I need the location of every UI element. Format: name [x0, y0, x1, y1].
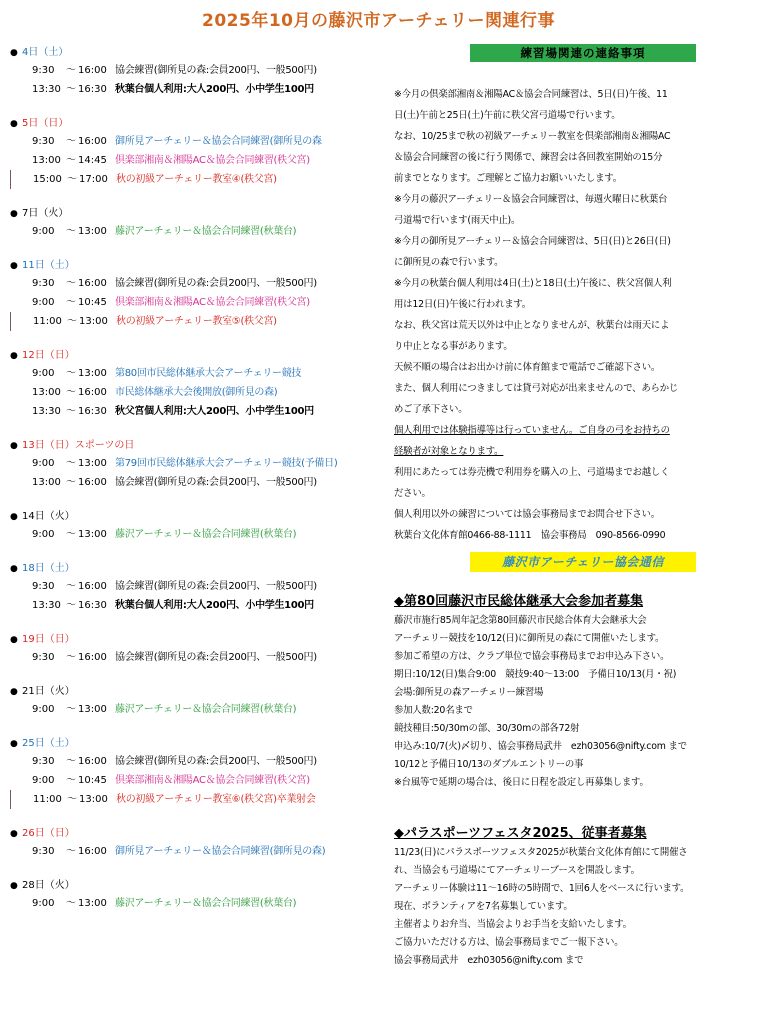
event-row [10, 894, 388, 913]
day-header [10, 508, 388, 525]
day-weekday: （火） [44, 880, 75, 891]
event-end: 13:00 [79, 794, 108, 805]
day-date: 14日 [22, 511, 45, 522]
event-row [10, 80, 388, 99]
event-start: 13:00 [32, 155, 61, 166]
event-text: 第79回市民総体継承大会アーチェリー競技(予備日) [115, 458, 338, 469]
event-row [10, 525, 388, 544]
event-end: 13:00 [79, 316, 108, 327]
event-text: 藤沢アーチェリー＆協会合同練習(秋葉台) [115, 529, 297, 540]
section-line: 会場:御所見の森アーチェリー練習場 [394, 687, 544, 698]
day-header [10, 560, 388, 577]
event-end: 13:00 [78, 226, 107, 237]
schedule-day [10, 683, 388, 719]
tilde-separator: ～ [66, 756, 76, 767]
event-row [10, 151, 388, 170]
day-header [10, 631, 388, 648]
tilde-separator: ～ [67, 316, 77, 327]
section-recruitment [394, 592, 749, 792]
section-line: 参加人数:20名まで [394, 705, 473, 716]
day-header [10, 257, 388, 274]
day-header [10, 877, 388, 894]
event-end: 16:00 [78, 756, 107, 767]
tilde-separator: ～ [66, 226, 76, 237]
notice-line: なお、秩父宮は荒天以外は中止となりませんが、秋葉台は雨天によ [394, 320, 670, 331]
tilde-separator: ～ [66, 84, 76, 95]
event-text: 倶楽部湘南＆湘陽AC＆協会合同練習(秩父宮) [115, 297, 310, 308]
section-line: 期日:10/12(日)集合9:00 競技9:40～13:00 予備日10/13(月・祝) [394, 669, 677, 680]
section-line: 現在、ボランティアを7名募集しています。 [394, 901, 573, 912]
notice-line: 利用にあたっては券売機で利用券を購入の上、弓道場までお越しく [394, 467, 670, 478]
event-text: 協会練習(御所見の森:会員200円、一般500円) [115, 477, 317, 488]
event-row [10, 842, 388, 861]
bullet-icon: ● [10, 119, 18, 129]
event-end: 17:00 [79, 174, 108, 185]
day-header [10, 683, 388, 700]
schedule-day [10, 257, 388, 331]
event-start: 9:00 [32, 368, 55, 379]
section-heading: ◆パラスポーツフェスタ2025、従事者募集 [394, 826, 647, 841]
event-end: 13:00 [78, 898, 107, 909]
event-row [10, 648, 388, 667]
section-line: 申込み:10/7(火)〆切り、協会事務局武井 ezh03056@nifty.com まで [394, 741, 687, 752]
section-heading: ◆第80回藤沢市民総体継承大会参加者募集 [394, 594, 644, 609]
event-row [10, 222, 388, 241]
tilde-separator: ～ [67, 794, 77, 805]
notice-line: 個人利用では体験指導等は行っていません。ご自身の弓をお持ちの [394, 425, 670, 436]
event-text: 市民総体継承大会後開放(御所見の森) [115, 387, 278, 398]
tilde-separator: ～ [66, 704, 76, 715]
event-end: 10:45 [78, 775, 107, 786]
event-row [10, 293, 388, 312]
day-weekday: （日） [44, 828, 75, 839]
schedule-day [10, 437, 388, 492]
event-text: 倶楽部湘南＆湘陽AC＆協会合同練習(秩父宮) [115, 775, 310, 786]
bullet-icon: ● [10, 441, 18, 451]
tilde-separator: ～ [66, 458, 76, 469]
event-row [10, 700, 388, 719]
section-line: ※台風等で延期の場合は、後日に日程を設定し再募集します。 [394, 777, 649, 788]
event-end: 16:00 [78, 581, 107, 592]
schedule-day [10, 347, 388, 421]
notice-line: ※今月の秋葉台個人利用は4日(土)と18日(土)午後に、秩父宮個人利 [394, 278, 672, 289]
event-start: 9:30 [32, 756, 55, 767]
bullet-icon: ● [10, 829, 18, 839]
tilde-separator: ～ [66, 529, 76, 540]
tilde-separator: ～ [66, 297, 76, 308]
bullet-icon: ● [10, 351, 18, 361]
section-line: 10/12と予備日10/13のダブルエントリーの事 [394, 759, 584, 770]
day-header [10, 825, 388, 842]
notice-line: 前までとなります。ご理解とご協力お願いいたします。 [394, 173, 622, 184]
day-date: 13日 [22, 440, 45, 451]
tilde-separator: ～ [67, 174, 77, 185]
tilde-separator: ～ [66, 775, 76, 786]
event-start: 9:30 [32, 581, 55, 592]
event-start: 15:00 [33, 174, 62, 185]
day-date: 5日 [22, 118, 39, 129]
section-line: 競技種目:50/30mの部、30/30mの部各72射 [394, 723, 580, 734]
event-start: 11:00 [33, 316, 62, 327]
notice-line: 天候不順の場合はお出かけ前に体育館まで電話でご確認下さい。 [394, 362, 661, 373]
schedule-day [10, 735, 388, 809]
event-end: 13:00 [78, 368, 107, 379]
notice-line: 経験者が対象となります。 [394, 446, 504, 457]
schedule-day [10, 560, 388, 615]
event-start: 9:00 [32, 458, 55, 469]
event-row [10, 274, 388, 293]
day-date: 26日 [22, 828, 45, 839]
day-date: 18日 [22, 563, 45, 574]
event-start: 9:30 [32, 278, 55, 289]
day-date: 11日 [22, 260, 45, 271]
tilde-separator: ～ [66, 652, 76, 663]
event-text: 御所見アーチェリー＆協会合同練習(御所見の森) [115, 846, 326, 857]
event-text: 藤沢アーチェリー＆協会合同練習(秋葉台) [115, 226, 297, 237]
schedule-column [10, 44, 388, 929]
tilde-separator: ～ [66, 406, 76, 417]
event-row [10, 383, 388, 402]
tilde-separator: ～ [66, 136, 76, 147]
schedule-day [10, 205, 388, 241]
event-start: 9:00 [32, 775, 55, 786]
event-end: 14:45 [78, 155, 107, 166]
schedule-day [10, 877, 388, 913]
tilde-separator: ～ [66, 581, 76, 592]
day-weekday: （火） [44, 686, 75, 697]
notice-line: ※今月の倶楽部湘南＆湘陽AC＆協会合同練習は、5日(日)午後、11 [394, 89, 668, 100]
tilde-separator: ～ [66, 387, 76, 398]
section-line: 参加ご希望の方は、クラブ単位で協会事務局までお申込み下さい。 [394, 651, 670, 662]
event-row [10, 312, 388, 331]
event-text: 秋の初級アーチェリー教室⑤(秩父宮) [116, 316, 277, 327]
day-weekday: （土） [44, 260, 75, 271]
event-start: 9:00 [32, 529, 55, 540]
day-date: 7日 [22, 208, 39, 219]
event-row [10, 596, 388, 615]
tilde-separator: ～ [66, 600, 76, 611]
event-start: 9:00 [32, 704, 55, 715]
section-line: 藤沢市施行85周年記念第80回藤沢市民総合体育大会継承大会 [394, 615, 647, 626]
day-weekday: （土） [44, 738, 75, 749]
notice-line: 秋葉台文化体育館0466-88-1111 協会事務局 090-8566-0990 [394, 530, 666, 541]
notice-line: めご了承下さい。 [394, 404, 468, 415]
event-end: 16:30 [78, 600, 107, 611]
day-holiday: スポーツの日 [74, 440, 135, 451]
section-line: 11/23(日)にパラスポーツフェスタ2025が秋葉台文化体育館にて開催さ [394, 847, 688, 858]
event-end: 13:00 [78, 458, 107, 469]
event-end: 16:00 [78, 387, 107, 398]
day-header [10, 115, 388, 132]
event-start: 9:30 [32, 652, 55, 663]
day-header [10, 735, 388, 752]
notice-line: り中止となる事があります。 [394, 341, 513, 352]
page-title: 2025年10月の藤沢市アーチェリー関連行事 [202, 11, 555, 31]
day-date: 4日 [22, 47, 39, 58]
event-start: 9:00 [32, 898, 55, 909]
schedule-day [10, 825, 388, 861]
section-line: れ、当協会も弓道場にてアーチェリーブースを開設します。 [394, 865, 640, 876]
event-text: 秋父宮個人利用:大人200円、小中学生100円 [115, 406, 314, 417]
day-header [10, 44, 388, 61]
notice-line: 日(土)午前と25日(土)午前に秩父宮弓道場で行います。 [394, 110, 621, 121]
event-text: 御所見アーチェリー＆協会合同練習(御所見の森 [115, 136, 322, 147]
notice-line: 個人利用以外の練習については協会事務局までお問合せ下さい。 [394, 509, 660, 520]
event-end: 16:00 [78, 278, 107, 289]
tilde-separator: ～ [66, 65, 76, 76]
day-weekday: （日） [44, 440, 75, 451]
event-row [10, 132, 388, 151]
event-start: 13:30 [32, 84, 61, 95]
event-text: 協会練習(御所見の森:会員200円、一般500円) [115, 278, 317, 289]
event-start: 13:00 [32, 387, 61, 398]
day-weekday: （日） [44, 634, 75, 645]
event-end: 13:00 [78, 704, 107, 715]
tilde-separator: ～ [66, 278, 76, 289]
notice-line: また、個人利用につきましては貸弓対応が出来ませんので、あらかじ [394, 383, 679, 394]
event-row [10, 577, 388, 596]
notice-line: に御所見の森で行います。 [394, 257, 504, 268]
notice-list [394, 84, 749, 546]
event-text: 倶楽部湘南＆湘陽AC＆協会合同練習(秩父宮) [115, 155, 310, 166]
event-row [10, 771, 388, 790]
event-start: 9:30 [32, 846, 55, 857]
day-date: 12日 [22, 350, 45, 361]
tilde-separator: ～ [66, 477, 76, 488]
tilde-separator: ～ [66, 368, 76, 379]
event-start: 13:30 [32, 600, 61, 611]
event-row [10, 454, 388, 473]
section-line: アーチェリー体験は11～16時の5時間で、1回6人をベースに行います。 [394, 883, 690, 894]
event-text: 秋の初級アーチェリー教室④(秩父宮) [116, 174, 277, 185]
bullet-icon: ● [10, 739, 18, 749]
event-text: 協会練習(御所見の森:会員200円、一般500円) [115, 652, 317, 663]
notice-line: 弓道場で行います(雨天中止)。 [394, 215, 521, 226]
day-header [10, 205, 388, 222]
tilde-separator: ～ [66, 846, 76, 857]
event-text: 藤沢アーチェリー＆協会合同練習(秋葉台) [115, 704, 297, 715]
event-text: 秋の初級アーチェリー教室⑥(秩父宮)卒業射会 [116, 794, 316, 805]
bullet-icon: ● [10, 687, 18, 697]
day-date: 21日 [22, 686, 45, 697]
event-end: 16:00 [78, 136, 107, 147]
event-start: 13:00 [32, 477, 61, 488]
day-header [10, 347, 388, 364]
day-date: 25日 [22, 738, 45, 749]
tilde-separator: ～ [66, 155, 76, 166]
schedule-day [10, 115, 388, 189]
event-end: 16:30 [78, 84, 107, 95]
day-date: 28日 [22, 880, 45, 891]
event-end: 16:00 [78, 846, 107, 857]
day-weekday: （火） [44, 511, 75, 522]
day-weekday: （日） [44, 350, 75, 361]
day-weekday: （日） [38, 118, 69, 129]
event-end: 10:45 [78, 297, 107, 308]
schedule-day [10, 631, 388, 667]
event-start: 9:00 [32, 297, 55, 308]
notice-line: なお、10/25まで秋の初級アーチェリー教室を倶楽部湘南＆湘陽AC [394, 131, 671, 142]
section-line: 協会事務局武井 ezh03056@nifty.com まで [394, 955, 584, 966]
event-text: 第80回市民総体継承大会アーチェリー競技 [115, 368, 302, 379]
notice-line: 用は12日(日)午後に行われます。 [394, 299, 531, 310]
section-para-sports [394, 824, 749, 970]
day-header [10, 437, 388, 454]
notice-line: ださい。 [394, 488, 431, 499]
bullet-icon: ● [10, 881, 18, 891]
event-row [10, 402, 388, 421]
section-line: 主催者よりお弁当、当協会よりお手当を支給いたします。 [394, 919, 632, 930]
day-weekday: （土） [38, 47, 69, 58]
event-end: 16:00 [78, 652, 107, 663]
bullet-icon: ● [10, 261, 18, 271]
section-line: ご協力いただける方は、協会事務局までご一報下さい。 [394, 937, 624, 948]
event-text: 秋葉台個人利用:大人200円、小中学生100円 [115, 600, 314, 611]
day-weekday: （火） [38, 208, 69, 219]
bullet-icon: ● [10, 635, 18, 645]
bullet-icon: ● [10, 512, 18, 522]
section-line: アーチェリー競技を10/12(日)に御所見の森にて開催いたします。 [394, 633, 665, 644]
notice-line: ＆協会合同練習の後に行う関係で、練習会は各回教室開始の15分 [394, 152, 663, 163]
event-start: 9:30 [32, 136, 55, 147]
event-row [10, 752, 388, 771]
event-text: 協会練習(御所見の森:会員200円、一般500円) [115, 65, 317, 76]
day-weekday: （土） [44, 563, 75, 574]
tilde-separator: ～ [66, 898, 76, 909]
schedule-day [10, 44, 388, 99]
event-end: 16:00 [78, 65, 107, 76]
event-end: 16:00 [78, 477, 107, 488]
event-row [10, 364, 388, 383]
event-start: 11:00 [33, 794, 62, 805]
event-text: 協会練習(御所見の森:会員200円、一般500円) [115, 581, 317, 592]
event-row [10, 790, 388, 809]
notice-line: ※今月の御所見アーチェリー＆協会合同練習は、5日(日)と26日(日) [394, 236, 671, 247]
bullet-icon: ● [10, 564, 18, 574]
schedule-day [10, 508, 388, 544]
notice-line: ※今月の藤沢アーチェリー＆協会合同練習は、毎週火曜日に秋葉台 [394, 194, 668, 205]
bullet-icon: ● [10, 48, 18, 58]
event-row [10, 170, 388, 189]
association-banner: 藤沢市アーチェリー協会通信 [470, 552, 696, 572]
event-text: 秋葉台個人利用:大人200円、小中学生100円 [115, 84, 314, 95]
event-end: 16:30 [78, 406, 107, 417]
day-date: 19日 [22, 634, 45, 645]
event-start: 9:30 [32, 65, 55, 76]
event-row [10, 473, 388, 492]
bullet-icon: ● [10, 209, 18, 219]
notice-banner: 練習場関連の連絡事項 [470, 44, 696, 62]
event-end: 13:00 [78, 529, 107, 540]
event-text: 藤沢アーチェリー＆協会合同練習(秋葉台) [115, 898, 297, 909]
event-text: 協会練習(御所見の森:会員200円、一般500円) [115, 756, 317, 767]
event-start: 9:00 [32, 226, 55, 237]
event-start: 13:30 [32, 406, 61, 417]
event-row [10, 61, 388, 80]
